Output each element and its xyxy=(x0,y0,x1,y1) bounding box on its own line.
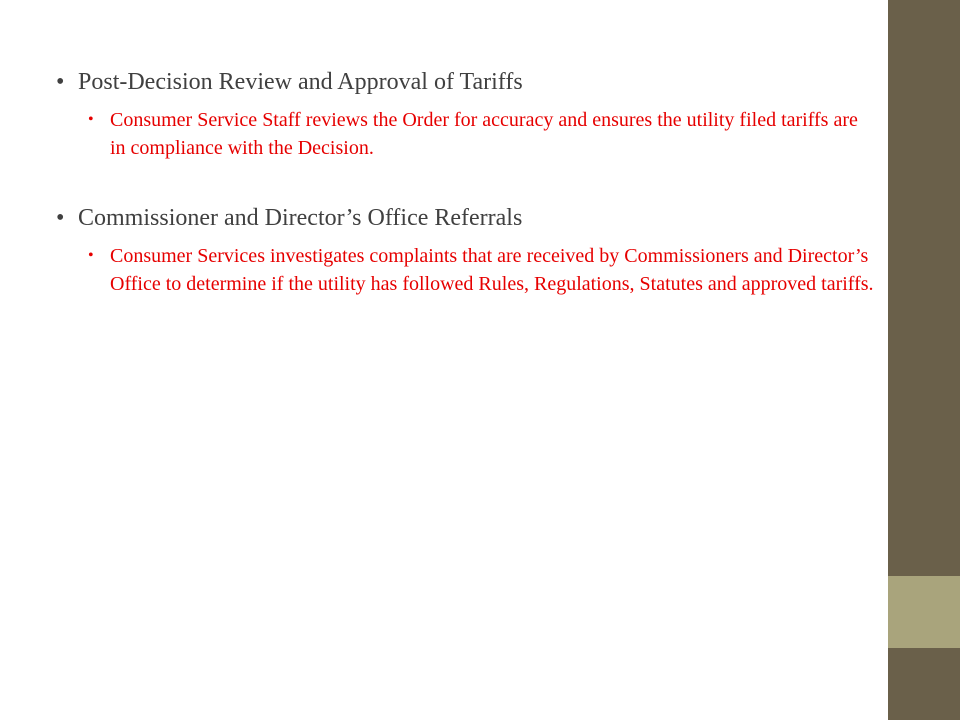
bullet-icon: • xyxy=(56,69,65,95)
sub-bullet-item-commissioner-referrals xyxy=(88,242,876,298)
bullet-item-commissioner-referrals xyxy=(56,202,876,234)
sidebar-accent-bottom xyxy=(888,648,960,720)
bullet-icon: • xyxy=(56,205,65,231)
spacer xyxy=(56,162,876,202)
bullet-heading: Post-Decision Review and Approval of Tariffs xyxy=(78,69,523,95)
sub-bullet-text: Consumer Services investigates complaints that are received by Commissioners and Director’s Office to determine if the utility has followed Rules, Regulations, Statutes and approved tariffs. xyxy=(110,245,874,295)
sidebar-accent-middle xyxy=(888,576,960,648)
sidebar-accent-top xyxy=(888,0,960,576)
slide-content xyxy=(56,66,876,298)
bullet-heading: Commissioner and Director’s Office Referrals xyxy=(78,205,523,231)
bullet-icon: • xyxy=(88,111,94,128)
sub-bullet-item-post-decision-review xyxy=(88,106,876,162)
bullet-icon: • xyxy=(88,247,94,264)
sub-bullet-text: Consumer Service Staff reviews the Order for accuracy and ensures the utility filed tariffs are in compliance with the Decision. xyxy=(110,109,858,159)
bullet-item-post-decision-review xyxy=(56,66,876,98)
